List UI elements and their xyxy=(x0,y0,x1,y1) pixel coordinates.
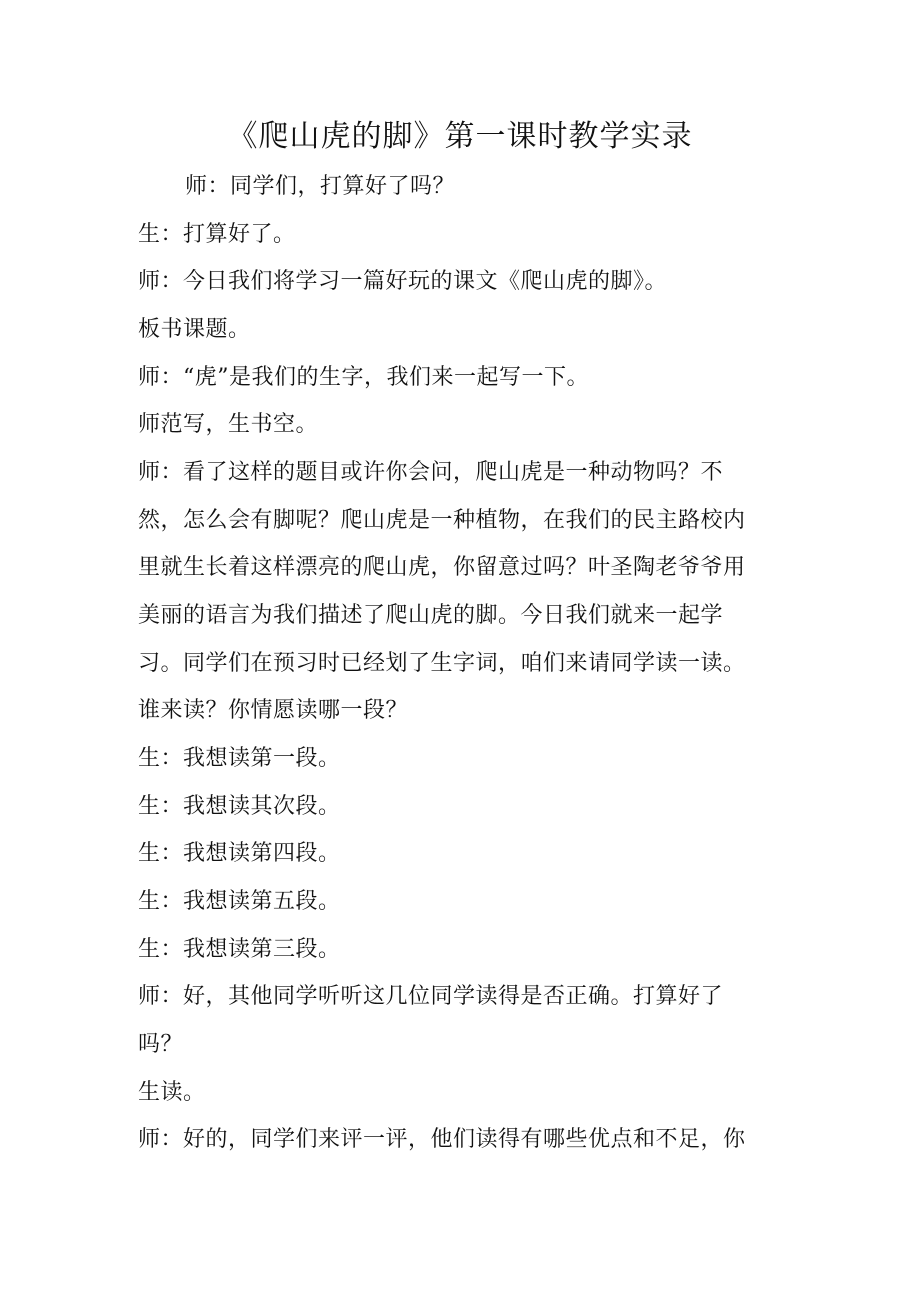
paragraph-line: 师：今日我们将学习一篇好玩的课文《爬山虎的脚》。 xyxy=(138,269,668,294)
paragraph-line: 生：打算好了。 xyxy=(138,222,296,247)
paragraph-line: 师：好，其他同学听听这几位同学读得是否正确。打算好了 xyxy=(138,984,724,1009)
paragraph-line: 板书课题。 xyxy=(138,317,251,342)
paragraph-line: 吗？ xyxy=(138,1032,184,1057)
paragraph-line: 然，怎么会有脚呢？爬山虎是一种植物，在我们的民主路校内 xyxy=(138,508,746,533)
paragraph-line: 师：好的，同学们来评一评，他们读得有哪些优点和不足，你 xyxy=(138,1127,746,1152)
page-title: 《爬山虎的脚》第一课时教学实录 xyxy=(227,119,693,154)
paragraph-line: 美丽的语言为我们描述了爬山虎的脚。今日我们就来一起学 xyxy=(138,603,724,628)
paragraph-line: 生读。 xyxy=(138,1080,206,1105)
paragraph-line: 生：我想读第三段。 xyxy=(138,937,341,962)
paragraph-line: 谁来读？你情愿读哪一段？ xyxy=(138,698,409,723)
paragraph-line: 生：我想读第一段。 xyxy=(138,746,341,771)
paragraph-line: 师：同学们，打算好了吗？ xyxy=(185,174,456,199)
paragraph-line: 生：我想读其次段。 xyxy=(138,794,341,819)
paragraph-line: 习。同学们在预习时已经划了生字词，咱们来请同学读一读。 xyxy=(138,651,746,676)
paragraph-line: 师：看了这样的题目或许你会问，爬山虎是一种动物吗？不 xyxy=(138,460,724,485)
paragraph-line: 师：“虎”是我们的生字，我们来一起写一下。 xyxy=(138,365,589,390)
paragraph-line: 师范写，生书空。 xyxy=(138,412,319,437)
paragraph-line: 生：我想读第四段。 xyxy=(138,841,341,866)
paragraph-line: 里就生长着这样漂亮的爬山虎，你留意过吗？叶圣陶老爷爷用 xyxy=(138,555,746,580)
paragraph-line: 生：我想读第五段。 xyxy=(138,889,341,914)
